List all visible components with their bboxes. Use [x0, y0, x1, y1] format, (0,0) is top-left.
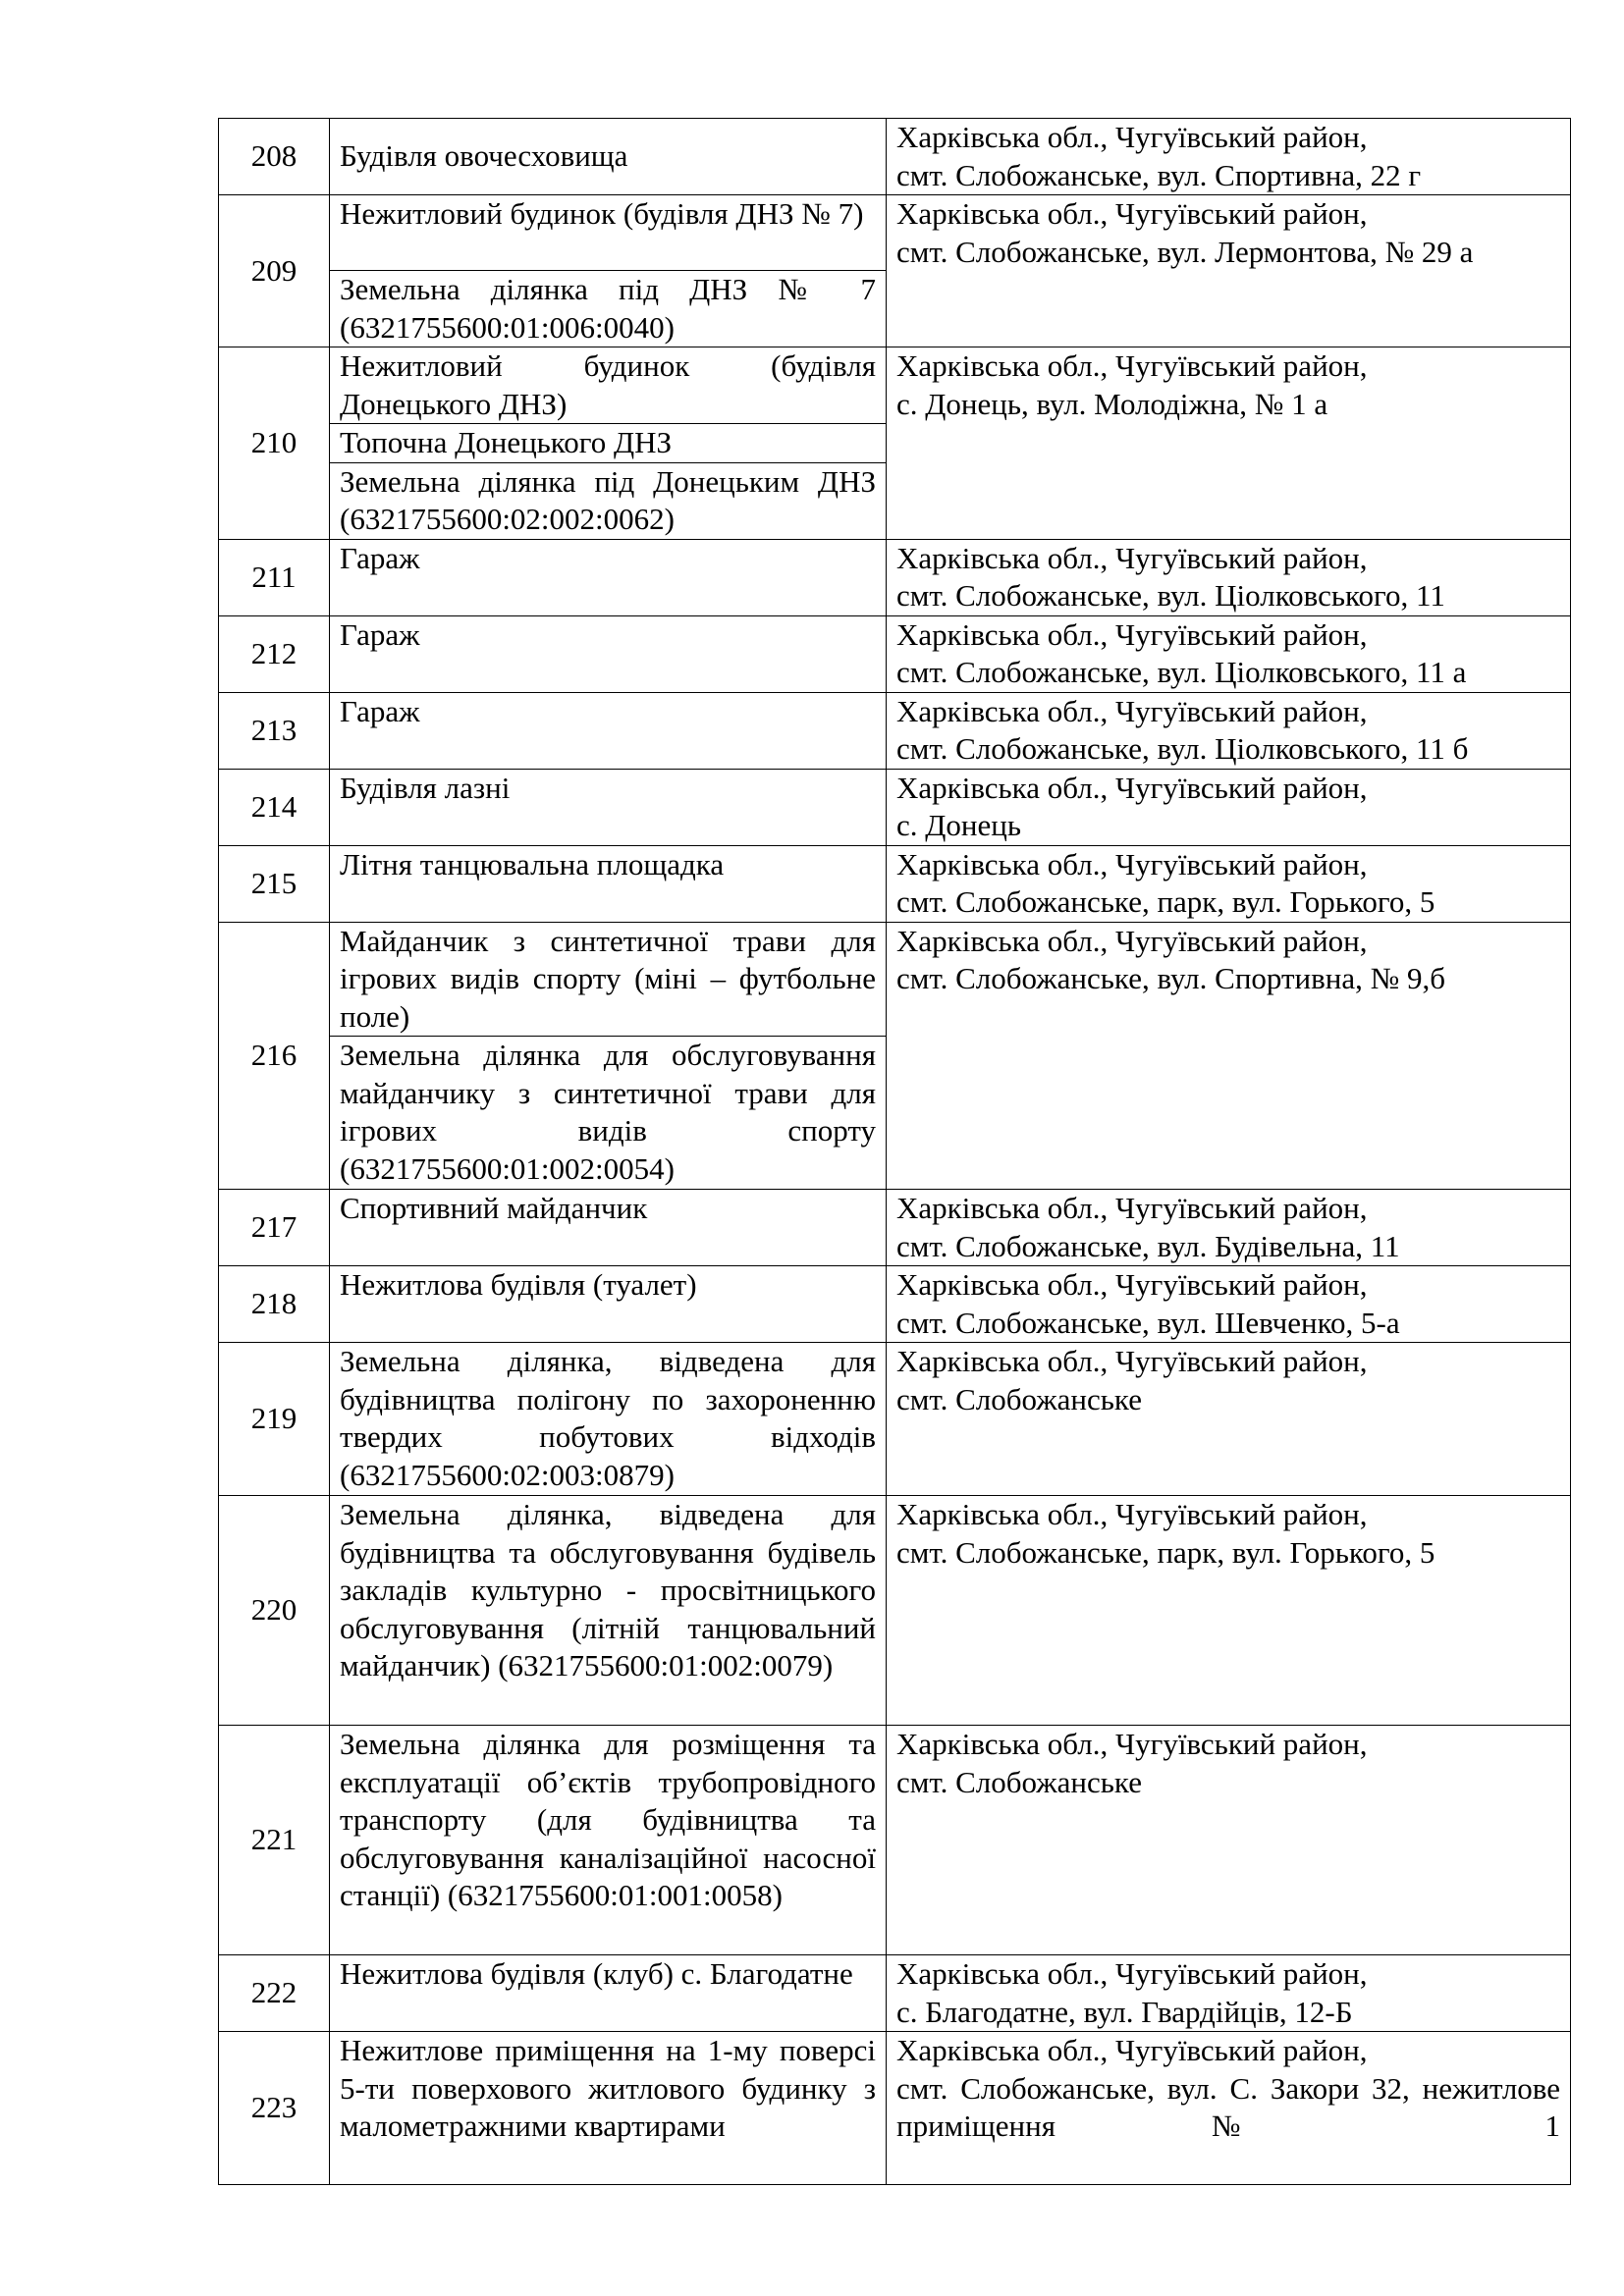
address-line: с. Донець — [896, 808, 1021, 842]
object-name: Будівля овочесховища — [330, 119, 887, 195]
address-line: Харківська обл., Чугуївський район, — [896, 616, 1368, 652]
object-address — [887, 347, 1571, 540]
table-row — [219, 1190, 1571, 1266]
object-address — [887, 1190, 1571, 1266]
address-line: Харківська обл., Чугуївський район, — [896, 1956, 1368, 1991]
object-address — [887, 195, 1571, 347]
row-number: 222 — [219, 1955, 330, 2032]
table-row — [219, 1726, 1571, 1955]
table-row — [219, 1955, 1571, 2032]
object-name: Нежитловий будинок (будівля ДНЗ № 7) — [330, 195, 887, 271]
object-address — [887, 1955, 1571, 2032]
object-name: Земельна ділянка, відведена для будівництва та обслуговування будівель закладів культурно - просвітницького обслуговування (літній танцювальний майданчик) (6321755600:01:002:0079) — [330, 1496, 887, 1726]
object-address — [887, 845, 1571, 922]
object-name: Гараж — [330, 692, 887, 769]
address-line: смт. Слобожанське, вул. С. Закори 32, нежитлове приміщення № 1 — [896, 2070, 1560, 2143]
address-line: смт. Слобожанське, вул. Ціолковського, 11 — [896, 578, 1445, 613]
table-row — [219, 539, 1571, 615]
table-row — [219, 2032, 1571, 2185]
table-row — [219, 119, 1571, 195]
row-number: 217 — [219, 1190, 330, 1266]
address-line: смт. Слобожанське, вул. Лермонтова, № 29 а — [896, 234, 1474, 269]
object-name: Гараж — [330, 539, 887, 615]
address-line: смт. Слобожанське, вул. Ціолковського, 11 б — [896, 731, 1469, 766]
table-row — [219, 195, 1571, 271]
object-name: Майданчик з синтетичної трави для ігрових видів спорту (міні – футбольне поле) — [330, 922, 887, 1037]
row-number: 212 — [219, 615, 330, 692]
object-name: Нежитлова будівля (клуб) с. Благодатне — [330, 1955, 887, 2032]
object-name: Гараж — [330, 615, 887, 692]
address-line: с. Донець, вул. Молодіжна, № 1 а — [896, 386, 1328, 421]
object-address — [887, 1726, 1571, 1955]
row-number: 214 — [219, 769, 330, 845]
address-line: с. Благодатне, вул. Гвардійців, 12-Б — [896, 1994, 1353, 2029]
address-line: Харківська обл., Чугуївський район, — [896, 1191, 1368, 1225]
address-line: смт. Слобожанське — [896, 1381, 1142, 1416]
object-name: Нежитлова будівля (туалет) — [330, 1266, 887, 1343]
address-line: Харківська обл., Чугуївський район, — [896, 120, 1368, 154]
address-line: Харківська обл., Чугуївський район, — [896, 693, 1368, 728]
object-name: Топочна Донецького ДНЗ — [330, 424, 887, 463]
object-name: Нежитловий будинок (будівля Донецького ДНЗ) — [330, 347, 887, 424]
table-row — [219, 615, 1571, 692]
object-address — [887, 769, 1571, 845]
table-row — [219, 1266, 1571, 1343]
address-line: смт. Слобожанське, вул. Шевченко, 5-а — [896, 1305, 1400, 1340]
object-name: Земельна ділянка, відведена для будівництва полігону по захороненню твердих побутових відходів (6321755600:02:003:0879) — [330, 1343, 887, 1496]
address-line: Харківська обл., Чугуївський район, — [896, 1497, 1368, 1531]
address-line: Харківська обл., Чугуївський район, — [896, 1344, 1368, 1378]
address-line: смт. Слобожанське, вул. Ціолковського, 11 а — [896, 655, 1467, 689]
address-line: смт. Слобожанське, парк, вул. Горького, 5 — [896, 1534, 1435, 1570]
object-name: Спортивний майданчик — [330, 1190, 887, 1266]
address-line: Харківська обл., Чугуївський район, — [896, 1267, 1368, 1302]
row-number: 220 — [219, 1496, 330, 1726]
object-address — [887, 1266, 1571, 1343]
object-name: Будівля лазні — [330, 769, 887, 845]
object-name: Земельна ділянка для обслуговування майданчику з синтетичної трави для ігрових видів спорту (6321755600:01:002:0054) — [330, 1037, 887, 1190]
row-number: 215 — [219, 845, 330, 922]
address-line: Харківська обл., Чугуївський район, — [896, 196, 1368, 231]
object-address — [887, 539, 1571, 615]
table-row — [219, 1496, 1571, 1726]
row-number: 219 — [219, 1343, 330, 1496]
address-line: смт. Слобожанське, вул. Спортивна, № 9,б — [896, 961, 1445, 995]
object-address — [887, 1496, 1571, 1726]
address-line: смт. Слобожанське, вул. Будівельна, 11 — [896, 1228, 1400, 1263]
address-line: Харківська обл., Чугуївський район, — [896, 1727, 1368, 1761]
object-name: Земельна ділянка під Донецьким ДНЗ (6321755600:02:002:0062) — [330, 462, 887, 539]
address-line: смт. Слобожанське, парк, вул. Горького, 5 — [896, 884, 1435, 919]
object-address — [887, 615, 1571, 692]
row-number: 221 — [219, 1726, 330, 1955]
table-row — [219, 922, 1571, 1037]
table-row — [219, 692, 1571, 769]
table-row — [219, 347, 1571, 424]
object-address — [887, 1343, 1571, 1496]
address-line: Харківська обл., Чугуївський район, — [896, 348, 1368, 383]
address-line: Харківська обл., Чугуївський район, — [896, 923, 1368, 958]
row-number: 218 — [219, 1266, 330, 1343]
property-registry-table — [218, 118, 1571, 2185]
object-address — [887, 2032, 1571, 2185]
table-row — [219, 1343, 1571, 1496]
address-line: смт. Слобожанське, вул. Спортивна, 22 г — [896, 157, 1422, 192]
object-address — [887, 692, 1571, 769]
object-address — [887, 119, 1571, 195]
row-number: 216 — [219, 922, 330, 1190]
row-number: 213 — [219, 692, 330, 769]
object-name: Земельна ділянка для розміщення та експлуатації об’єктів трубопровідного транспорту (для будівництва та обслуговування каналізаційної насосної станції) (6321755600:01:001:0058) — [330, 1726, 887, 1955]
row-number: 209 — [219, 195, 330, 347]
address-line: Харківська обл., Чугуївський район, — [896, 846, 1368, 881]
table-row — [219, 845, 1571, 922]
object-address — [887, 922, 1571, 1190]
address-line: Харківська обл., Чугуївський район, — [896, 540, 1368, 575]
row-number: 223 — [219, 2032, 330, 2185]
object-name: Літня танцювальна площадка — [330, 845, 887, 922]
address-line: Харківська обл., Чугуївський район, — [896, 2033, 1368, 2067]
object-name: Земельна ділянка під ДНЗ № 7 (6321755600:01:006:0040) — [330, 271, 887, 347]
address-line: Харківська обл., Чугуївський район, — [896, 770, 1368, 805]
row-number: 210 — [219, 347, 330, 540]
table-row — [219, 769, 1571, 845]
object-name: Нежитлове приміщення на 1-му поверсі 5-ти поверхового житлового будинку з малометражними квартирами — [330, 2032, 887, 2185]
row-number: 211 — [219, 539, 330, 615]
row-number: 208 — [219, 119, 330, 195]
address-line: смт. Слобожанське — [896, 1764, 1142, 1799]
